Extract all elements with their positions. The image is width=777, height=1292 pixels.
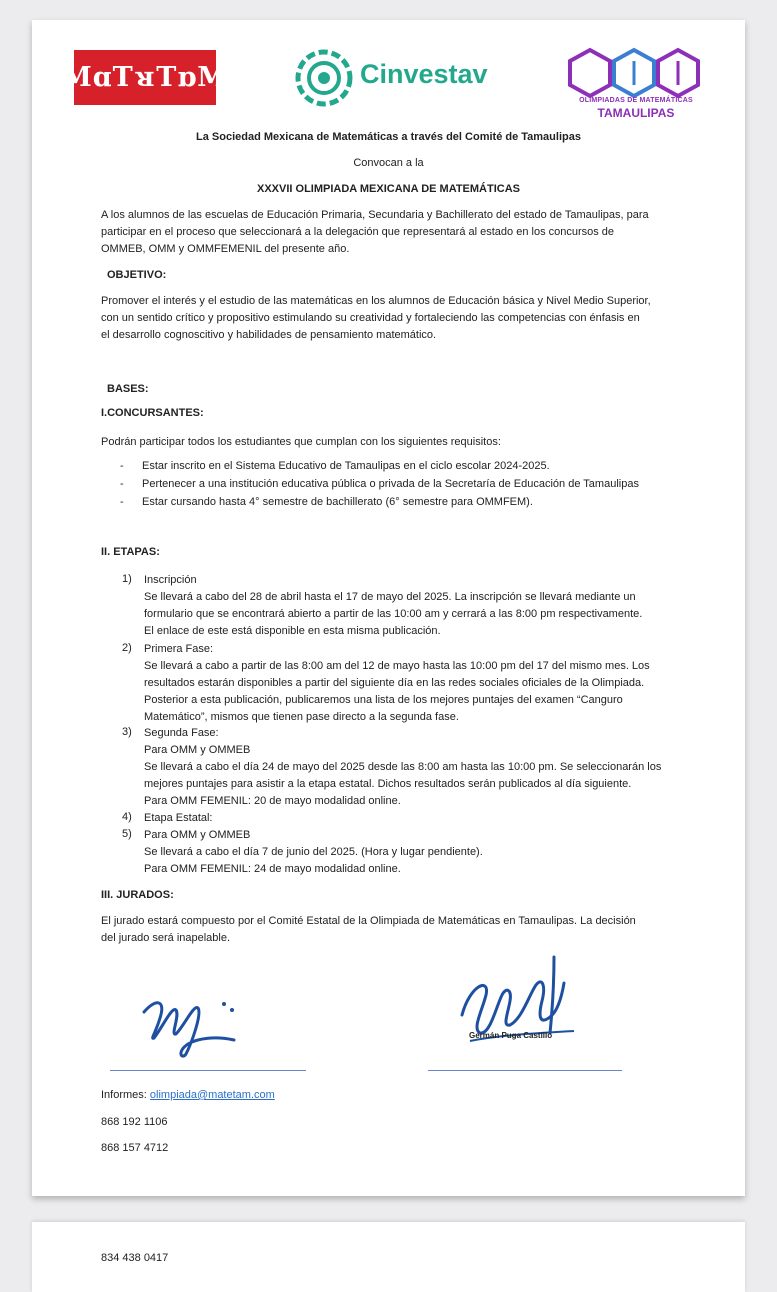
etapa-line: Para OMM FEMENIL: 20 de mayo modalidad online. bbox=[144, 795, 401, 807]
document-page-2 bbox=[32, 1222, 745, 1292]
etapa-number: 5) bbox=[122, 828, 132, 840]
omm-hexagons-icon bbox=[566, 47, 706, 99]
phone-1: 868 192 1106 bbox=[101, 1116, 168, 1128]
jurados-line: El jurado estará compuesto por el Comité Estatal de la Olimpiada de Matemáticas en Tamaulipas. La decisión bbox=[101, 915, 636, 927]
etapa-line: Se llevará a cabo el día 24 de mayo del 2025 desde las 8:00 am hasta las 10:00 pm. Se seleccionarán los bbox=[144, 761, 662, 773]
bullet-dash: - bbox=[120, 460, 124, 472]
etapa-number: 3) bbox=[122, 726, 132, 738]
signature-left bbox=[136, 970, 256, 1060]
objetivo-title: OBJETIVO: bbox=[107, 269, 167, 281]
omm-logo-line1: OLIMPIADAS DE MATEMÁTICAS bbox=[579, 97, 693, 104]
jurados-paragraph bbox=[101, 913, 677, 947]
etapa-number: 4) bbox=[122, 811, 132, 823]
intro-line: participar en el proceso que seleccionará a la delegación que representará al estado en los concursos de bbox=[101, 226, 615, 238]
intro-line: A los alumnos de las escuelas de Educación Primaria, Secundaria y Bachillerato del estado de Tamaulipas, para bbox=[101, 209, 649, 221]
signatory-name: Germán Puga Castillo bbox=[469, 1031, 553, 1040]
etapa-title: Inscripción bbox=[144, 574, 197, 586]
header-line2: Convocan a la bbox=[353, 157, 424, 169]
etapa-1-block bbox=[144, 572, 678, 640]
etapa-number: 1) bbox=[122, 573, 132, 585]
jurados-title: III. JURADOS: bbox=[101, 889, 174, 901]
signature-line-right bbox=[428, 1070, 622, 1071]
signature-line-left bbox=[110, 1070, 306, 1071]
etapa-line: mejores puntajes para asistir a la etapa estatal. Dichos resultados serán publicados al día siguiente. bbox=[144, 778, 632, 790]
email-link[interactable]: olimpiada@matetam.com bbox=[149, 1089, 275, 1101]
etapa-line: resultados estarán disponibles a partir del siguiente día en las redes sociales oficiales de la Olimpiada. bbox=[144, 677, 645, 689]
etapa-title: Primera Fase: bbox=[144, 643, 214, 655]
etapa-line: Posterior a esta publicación, publicaremos una lista de los mejores puntajes del examen “Canguro bbox=[144, 694, 623, 706]
objetivo-paragraph bbox=[101, 293, 677, 344]
etapa-2-block bbox=[144, 641, 678, 726]
informes-label: Informes: bbox=[101, 1089, 150, 1101]
concursantes-intro: Podrán participar todos los estudiantes que cumplan con los siguientes requisitos: bbox=[101, 436, 501, 448]
etapa-3-block bbox=[144, 725, 678, 810]
bullet-dash: - bbox=[120, 496, 124, 508]
requisito-text: Pertenecer a una institución educativa pública o privada de la Secretaría de Educación de Tamaulipas bbox=[142, 478, 639, 490]
phone-3: 834 438 0417 bbox=[101, 1252, 169, 1264]
header-line1: La Sociedad Mexicana de Matemáticas a través del Comité de Tamaulipas bbox=[196, 131, 581, 143]
objetivo-line: con un sentido crítico y propositivo estimulando su creatividad y fortaleciendo las competencias con énfasis en bbox=[101, 312, 640, 324]
etapa-title: Para OMM y OMMEB bbox=[144, 829, 251, 841]
header-title: XXXVII OLIMPIADA MEXICANA DE MATEMÁTICAS bbox=[257, 183, 520, 195]
etapa-5-block bbox=[144, 827, 678, 878]
etapa-line: Se llevará a cabo a partir de las 8:00 am del 12 de mayo hasta las 10:00 pm del 17 del mismo mes. Los bbox=[144, 660, 650, 672]
etapa-line: Se llevará a cabo del 28 de abril hasta el 17 de mayo del 2025. La inscripción se llevará mediante un bbox=[144, 591, 636, 603]
cinvestav-emblem-icon bbox=[294, 48, 354, 108]
etapa-number: 2) bbox=[122, 642, 132, 654]
etapa-line: El enlace de este está disponible en esta misma publicación. bbox=[144, 625, 441, 637]
requisito-text: Estar cursando hasta 4° semestre de bachillerato (6° semestre para OMMFEM). bbox=[142, 496, 533, 508]
objetivo-line: el desarrollo cognoscitivo y habilidades de pensamiento matemático. bbox=[101, 329, 437, 341]
document-page bbox=[32, 20, 745, 1196]
intro-paragraph bbox=[101, 207, 677, 258]
informes-line bbox=[101, 1089, 275, 1101]
etapa-line: Matemático”, mismos que tienen pase directo a la segunda fase. bbox=[144, 711, 459, 723]
etapa-line: Se llevará a cabo el día 7 de junio del 2025. (Hora y lugar pendiente). bbox=[144, 846, 483, 858]
etapa-line: Para OMM FEMENIL: 24 de mayo modalidad online. bbox=[144, 863, 401, 875]
omm-logo-line2: TAMAULIPAS bbox=[597, 106, 675, 120]
etapa-line: Para OMM y OMMEB bbox=[144, 744, 251, 756]
matetam-logo: MɑTᴚTɒM bbox=[74, 50, 216, 105]
phone-2: 868 157 4712 bbox=[101, 1142, 169, 1154]
objetivo-line: Promover el interés y el estudio de las matemáticas en los alumnos de Educación básica y Nivel Medio Superior, bbox=[101, 295, 651, 307]
etapas-title: II. ETAPAS: bbox=[101, 546, 160, 558]
cinvestav-logo-text: Cinvestav bbox=[360, 59, 488, 89]
bases-title: BASES: bbox=[107, 383, 149, 395]
etapa-title: Segunda Fase: bbox=[144, 727, 219, 739]
jurados-line: del jurado será inapelable. bbox=[101, 932, 231, 944]
intro-line: OMMEB, OMM y OMMFEMENIL del presente año. bbox=[101, 243, 350, 255]
concursantes-title: I.CONCURSANTES: bbox=[101, 407, 204, 419]
etapa-line: formulario que se encontrará abierto a partir de las 10:00 am y cerrará a las 8:00 pm respectivamente. bbox=[144, 608, 643, 620]
requisito-text: Estar inscrito en el Sistema Educativo de Tamaulipas en el ciclo escolar 2024-2025. bbox=[142, 460, 550, 472]
etapa-4-title: Etapa Estatal: bbox=[144, 812, 213, 824]
bullet-dash: - bbox=[120, 478, 124, 490]
